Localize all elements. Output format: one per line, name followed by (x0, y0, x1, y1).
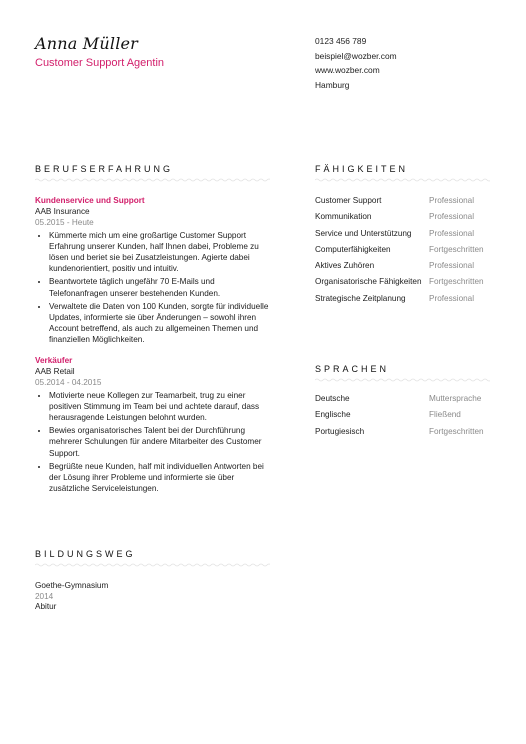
skill-row (315, 261, 495, 277)
skill-level: Fortgeschritten (429, 277, 484, 287)
skill-row (315, 196, 495, 212)
skill-row (315, 212, 495, 228)
experience-heading: BERUFSERFAHRUNG (35, 164, 174, 174)
language-level: Fließend (429, 410, 461, 420)
job-bullet: • Bewies organisatorisches Talent bei der Durchführung mehrerer Schulungen für andere Mitarbeiter des Customer Support. (49, 425, 270, 459)
language-name: Englische (315, 410, 351, 420)
contact-block (315, 34, 397, 92)
skills-list (315, 196, 495, 310)
education-divider (35, 563, 270, 567)
language-row (315, 410, 495, 426)
job-entry (35, 355, 270, 496)
skill-name: Customer Support (315, 196, 382, 205)
skill-name: Computerfähigkeiten (315, 244, 391, 254)
experience-divider (35, 178, 270, 182)
languages-divider (315, 378, 490, 382)
education-year: 2014 (35, 591, 54, 601)
skill-name: Kommunikation (315, 212, 372, 222)
job-bullets (35, 390, 270, 495)
language-row (315, 427, 495, 443)
language-level: Muttersprache (429, 394, 482, 403)
contact-email: beispiel@wozber.com (315, 50, 397, 61)
skills-heading: FÄHIGKEITEN (315, 164, 409, 174)
contact-city: Hamburg (315, 79, 350, 90)
skill-level: Professional (429, 196, 475, 205)
language-name: Portugiesisch (315, 426, 365, 436)
education-school: Goethe-Gymnasium (35, 581, 109, 590)
skill-row (315, 229, 495, 245)
skill-name: Aktives Zuhören (315, 261, 375, 271)
job-dates: 05.2014 - 04.2015 (35, 378, 102, 388)
languages-list (315, 394, 495, 443)
job-role: Kundenservice und Support (35, 196, 145, 205)
job-bullet: • Begrüßte neue Kunden, half mit individuellen Antworten bei der Lösung ihrer Probleme und informierte sie über zusätzliche Serviceleistungen. (49, 461, 270, 495)
job-company: AAB Insurance (35, 207, 90, 217)
education-degree: Abitur (35, 602, 57, 611)
skill-level: Professional (429, 212, 475, 222)
job-role: Verkäufer (35, 356, 73, 365)
job-company: AAB Retail (35, 367, 75, 377)
job-bullets (35, 230, 270, 346)
skills-divider (315, 178, 490, 182)
skill-row (315, 245, 495, 261)
skill-name: Service und Unterstützung (315, 228, 412, 238)
skill-level: Fortgeschritten (429, 244, 484, 254)
skill-name: Strategische Zeitplanung (315, 293, 406, 303)
language-row (315, 394, 495, 410)
job-bullet: • Motivierte neue Kollegen zur Teamarbeit, trug zu einer positiven Stimmung im Team bei und achtete darauf, dass herausragende Leistungen belohnt wurden. (49, 390, 270, 424)
skill-level: Professional (429, 228, 475, 238)
language-name: Deutsche (315, 394, 350, 403)
skill-row (315, 294, 495, 310)
skill-name: Organisatorische Fähigkeiten (315, 277, 422, 287)
skill-row (315, 277, 495, 293)
education-entry (35, 581, 108, 613)
job-title: Customer Support Agentin (35, 57, 165, 69)
job-bullet: • Kümmerte mich um eine großartige Customer Support Erfahrung unserer Kunden, half Ihnen dabei, Probleme zu lösen und beriet sie bei Zusatzleistungen. Agierte dabei kundenorientiert, positiv und intuitiv. (49, 230, 270, 275)
education-heading: BILDUNGSWEG (35, 549, 136, 559)
languages-heading: SPRACHEN (315, 364, 390, 374)
job-entry (35, 195, 270, 348)
contact-website: www.wozber.com (315, 65, 380, 75)
language-level: Fortgeschritten (429, 426, 484, 436)
job-bullet: • Beantwortete täglich ungefähr 70 E-Mails und Telefonanfragen unserer bestehenden Kunden. (49, 276, 270, 298)
job-bullet: • Verwaltete die Daten von 100 Kunden, sorgte für individuelle Updates, informierte sie über Änderungen – sowohl ihren Account betreffend, als auch zu allgemeinen Themen und finanziellen Möglichkeiten. (49, 301, 270, 346)
skill-level: Professional (429, 293, 475, 303)
candidate-name: Anna Müller (35, 34, 139, 53)
skill-level: Professional (429, 261, 475, 271)
contact-phone: 0123 456 789 (315, 36, 367, 46)
job-dates: 05.2015 - Heute (35, 218, 94, 228)
